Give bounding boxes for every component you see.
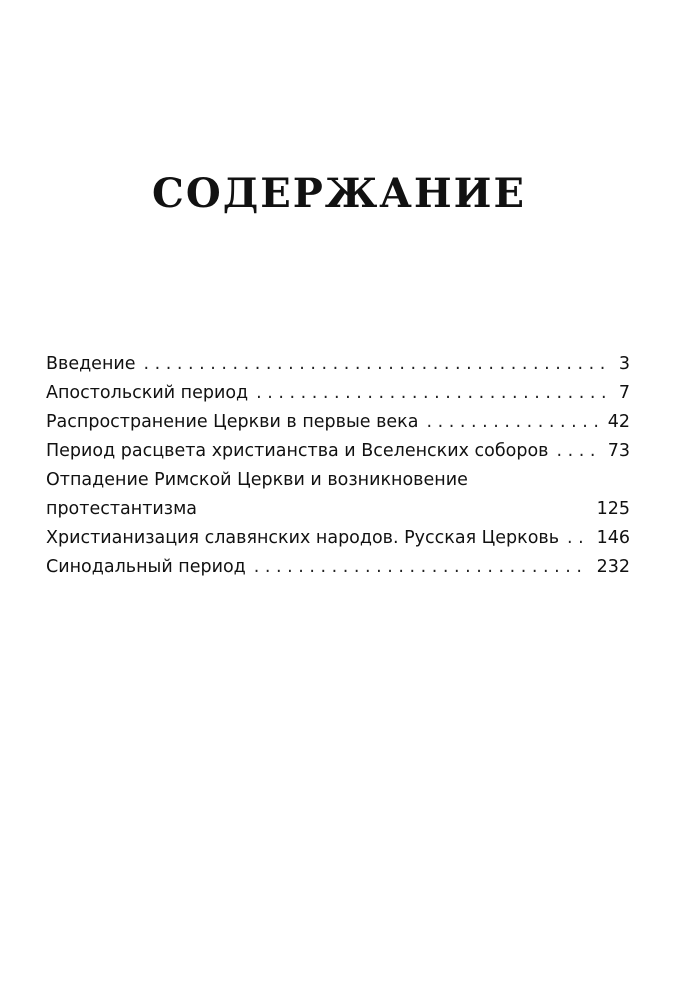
toc-entry-label-line1: Отпадение Римской Церкви и возникновение (46, 470, 468, 490)
toc-entry-ecumenical-councils[interactable] (46, 437, 630, 466)
dot-leader (556, 437, 599, 466)
toc-entry-page: 7 (618, 383, 630, 403)
dot-leader (144, 350, 611, 379)
toc-entry-page: 42 (607, 412, 630, 432)
toc-entry-introduction[interactable] (46, 350, 630, 379)
toc-entry-synodal-period[interactable] (46, 553, 630, 582)
dot-leader (426, 408, 599, 437)
toc-entry-page: 232 (596, 557, 630, 577)
toc-entry-label: Период расцвета христианства и Вселенских соборов (46, 441, 549, 461)
toc-entry-label: Христианизация славянских народов. Русская Церковь (46, 528, 560, 548)
toc-entry-label: Синодальный период (46, 557, 246, 577)
dot-leader (567, 524, 589, 553)
toc-entry-label-line2: протестантизма (46, 499, 197, 519)
toc-entry-label: Введение (46, 354, 136, 374)
toc-entry-protestantism[interactable] (46, 466, 630, 524)
page-title: СОДЕРЖАНИЕ (152, 170, 526, 217)
table-of-contents (46, 350, 630, 582)
toc-entry-slavic-christianization[interactable] (46, 524, 630, 553)
toc-entry-spread-of-church[interactable] (46, 408, 630, 437)
toc-entry-page: 146 (596, 528, 630, 548)
toc-entry-label: Апостольский период (46, 383, 249, 403)
dot-leader (256, 379, 611, 408)
toc-entry-page: 3 (618, 354, 630, 374)
toc-entry-label: Распространение Церкви в первые века (46, 412, 419, 432)
toc-entry-apostolic-period[interactable] (46, 379, 630, 408)
toc-entry-page: 125 (596, 499, 630, 519)
dot-leader (254, 553, 589, 582)
toc-entry-page: 73 (607, 441, 630, 461)
